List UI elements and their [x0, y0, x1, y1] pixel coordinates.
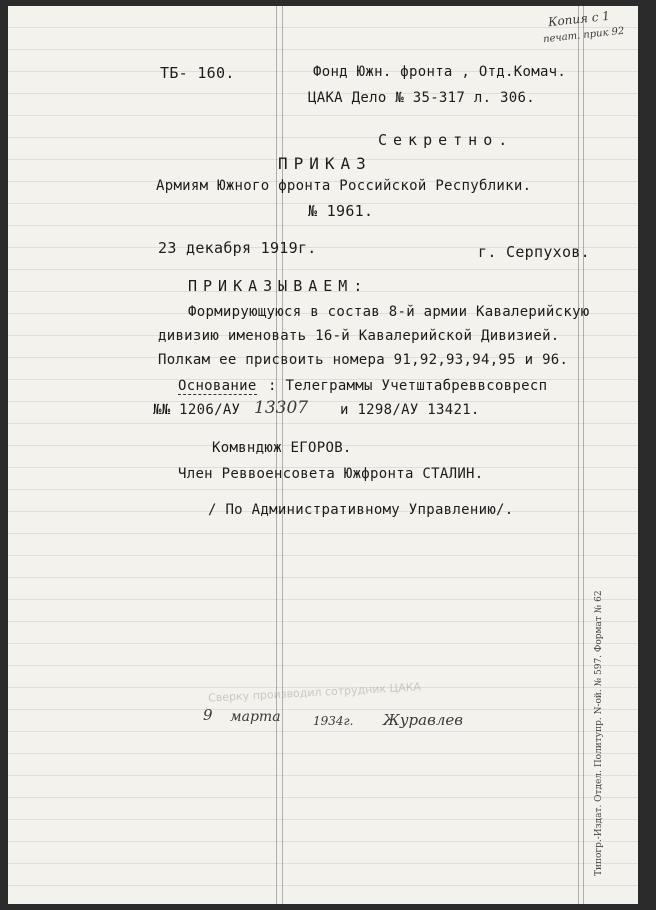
- basis-label: Основание: [178, 378, 257, 394]
- body-line-3: Полкам ее присвоить номера 91,92,93,94,95 и 96.: [158, 352, 569, 368]
- secret-label: Секретно.: [378, 131, 514, 149]
- commander-signature: Комвндюж ЕГОРОВ.: [212, 440, 352, 456]
- reference-prefix: №№ 1206/АУ: [153, 402, 241, 418]
- side-print-info: Типогр.-Издат. Отдел. Политупр. N-ой. № 597. Формат № 62: [594, 590, 604, 876]
- member-signature: Член Реввоенсовета Южфронта СТАЛИН.: [178, 466, 484, 482]
- hand-date-month: марта: [230, 709, 281, 725]
- document-page: [8, 6, 638, 904]
- order-addressee: Армиям Южного фронта Российской Республики.: [156, 178, 532, 194]
- reference-suffix: и 1298/АУ 13421.: [340, 402, 480, 418]
- command-heading: ПРИКАЗЫВАЕМ:: [188, 277, 369, 295]
- hand-date-day: 9: [203, 706, 213, 724]
- reference-handwritten: 13307: [254, 398, 309, 418]
- handwritten-signature: Журавлев: [383, 711, 463, 729]
- order-number: № 1961.: [308, 202, 374, 220]
- hand-date-year: 1934г.: [313, 714, 354, 728]
- basis-text: : Телеграммы Учетштабреввсовресп: [268, 378, 548, 394]
- body-line-2: дивизию именовать 16-й Кавалерийской Дивизией.: [158, 328, 560, 344]
- order-place: г. Серпухов.: [478, 243, 590, 261]
- order-date: 23 декабря 1919г.: [158, 239, 317, 257]
- corner-note-line1: Копия с 1: [547, 8, 611, 30]
- footer-note: / По Административному Управлению/.: [208, 502, 514, 518]
- corner-note-line2: печат. прик 92: [542, 25, 625, 46]
- document-code: ТБ- 160.: [160, 64, 235, 82]
- fond-reference: Фонд Южн. фронта , Отд.Комач.: [313, 64, 567, 80]
- verification-stamp: Сверку производил сотрудник ЦАКА: [207, 680, 422, 705]
- order-title: ПРИКАЗ: [278, 154, 372, 173]
- archive-reference: ЦАКА Дело № 35-317 л. 306.: [308, 90, 535, 106]
- body-line-1: Формирующуюся в состав 8-й армии Кавалерийскую: [188, 304, 590, 320]
- ruling-line: [578, 6, 579, 904]
- ruling-line: [583, 6, 584, 904]
